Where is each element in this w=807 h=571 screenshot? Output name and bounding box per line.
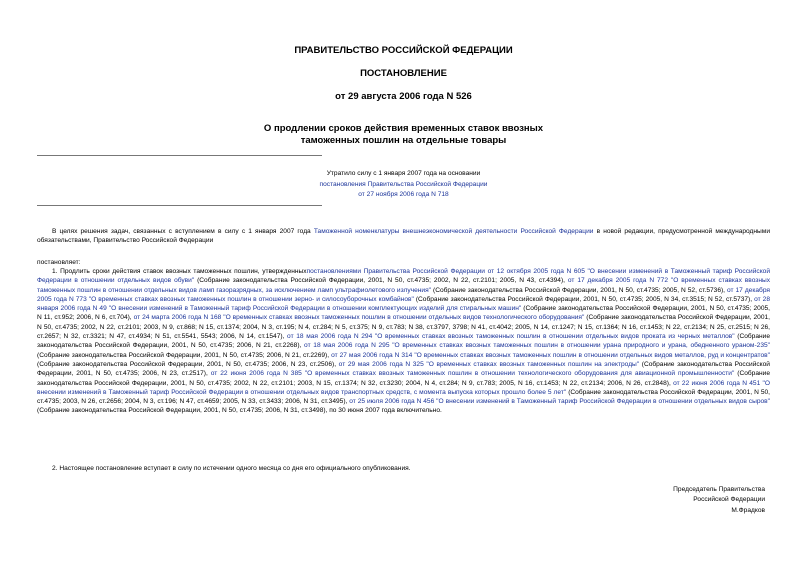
item-1-text-6: (Собрание законодательства Российской Федерации, 2001, N 50, ст.4735; 2006, N 21, ст.2268), xyxy=(37,333,771,350)
item-1-text-10: (Собрание законодательства Российской Федерации, 2001, N 50, ст.4735; 2002, N 22, ст.2101; 2003, N 15, ст.1374; N 32, ст.3230; 2004, N 4, ст.284; N 9, ст.783; 2005, N 16, ст.1453; N 22, ст.2134; 2006, N 26, ст.2848), xyxy=(37,370,770,387)
item-2-paragraph: 2. Настоящее постановление вступает в силу по истечении одного месяца со дня его официального опубликования. xyxy=(52,465,411,472)
item-1-text-0: 1. Продлить сроки действия ставок ввозных таможенных пошлин, утвержденных xyxy=(52,268,307,275)
document-title-line-1: О продлении сроков действия временных ставок ввозных xyxy=(263,123,544,134)
resolution-456-link[interactable]: от 25 июля 2006 года N 456 "О внесении изменений в Таможенный тариф Российской Федерации в отношении отдельных видов сыров" xyxy=(349,398,770,406)
resolution-385-link[interactable]: от 22 июня 2006 года N 385 "О временных ставках ввозных таможенных пошлин в отношении технологического оборудования для авиационной промышленности" xyxy=(210,370,735,378)
item-1-text-4: (Собрание законодательства Российской Федерации, 2001, N 50, ст.4735; 2005, N 11, ст.952; 2006, N 6, ст.704), xyxy=(37,305,770,322)
item-1-text-9: (Собрание законодательства Российской Федерации, 2001, N 50, ст.4735; 2006, N 23, ст.2517), xyxy=(37,360,770,378)
signature-position-line-2: Российской Федерации xyxy=(693,496,765,504)
item-1-text-3: (Собрание законодательства Российской Федерации, 2001, N 50, ст.4735; 2005, N 34, ст.3515; N 52, ст.5737), xyxy=(413,295,755,303)
preamble-paragraph xyxy=(37,227,770,246)
decree-word: постановляет: xyxy=(37,259,81,266)
repeal-note-line-1: Утратило силу с 1 января 2007 года на основании xyxy=(326,170,481,177)
item-1-paragraph xyxy=(37,267,770,416)
item-1-text-11: (Собрание законодательства Российской Федерации, 2001, N 50, ст.4735; 2003, N 26, ст.2656; 2004, N 3, ст.196; N 47, ст.4659; 2005, N 33, ст.3433; 2006, N 31, ст.3495), xyxy=(37,388,770,406)
divider-bottom xyxy=(37,205,322,206)
document-type: ПОСТАНОВЛЕНИЕ xyxy=(360,68,447,79)
signature-block xyxy=(673,485,765,516)
resolution-168-link[interactable]: от 24 марта 2006 года N 168 "О временных ставках ввозных таможенных пошлин в отношении отдельных видов технологического оборудования" xyxy=(133,314,585,322)
resolution-605-link[interactable]: постановлениями Правительства Российской Федерации от 12 октября 2005 года N 605 "О внесении изменений в Таможенный тариф Российской Федерации в отношении отдельных видов обуви" xyxy=(37,268,771,285)
government-heading: ПРАВИТЕЛЬСТВО РОССИЙСКОЙ ФЕДЕРАЦИИ xyxy=(294,45,513,56)
repeal-note-link-line-3[interactable]: от 27 ноября 2006 года N 718 xyxy=(358,191,449,198)
divider-top xyxy=(37,155,322,156)
item-1-text-12: (Собрание законодательства Российской Федерации, 2001, N 50, ст.4735; 2006, N 31, ст.3498), по 30 июня 2007 года включительно. xyxy=(37,407,442,415)
item-1-text-5: (Собрание законодательства Российской Федерации, 2001, N 50, ст.4735; 2002, N 22, ст.2101; 2003, N 9, ст.868; N 15, ст.1374; 2004, N 3, ст.195; N 4, ст.284; N 5, ст.375; N 9, ст.783; N 38, ст.3797, 3798; N 41, ст.4042; 2005, N 14, ст.1247; N 15, ст.1364; N 16, ст.1453; N 22, ст.2134; N 25, ст.2515; N 26, ст.2657; N 32, ст.3321; N 47, ст.4934; N 51, ст.5541, 5543; 2006, N 14, ст.1547), xyxy=(37,314,770,341)
resolution-295-link[interactable]: от 18 мая 2006 года N 295 "О временных ставках ввозных таможенных пошлин в отношении урана природного и урана, обедненного ураном-235" xyxy=(304,342,770,350)
item-1-text-7: (Собрание законодательства Российской Федерации, 2001, N 50, ст.4735; 2006, N 21, ст.2269), xyxy=(37,351,332,359)
signature-position-line-1: Председатель Правительства xyxy=(673,486,765,493)
preamble-text-2: в новой редакции, предусмотренной международными обязательствами, Правительство Российской Федерации xyxy=(37,228,771,245)
preamble-text-1: В целях решения задач, связанных с вступлением в силу с 1 января 2007 года xyxy=(52,228,314,235)
resolution-325-link[interactable]: от 29 мая 2006 года N 325 "О временных ставках ввозных таможенных пошлин на электроды" xyxy=(338,360,640,368)
document-title-line-2: таможенных пошлин на отдельные товары xyxy=(300,135,507,146)
item-1-text-1: (Собрание законодательства Российской Федерации, 2001, N 50, ст.4735; 2002, N 22, ст.2101; 2005, N 43, ст.4394), xyxy=(194,277,568,285)
resolution-294-link[interactable]: от 18 мая 2006 года N 294 "О временных ставках ввозных таможенных пошлин в отношении отдельных видов проката из черных металлов" xyxy=(287,333,735,341)
repeal-note-link-line-2[interactable]: постановления Правительства Российской Федерации xyxy=(319,181,488,188)
resolution-314-link[interactable]: от 27 мая 2006 года N 314 "О временных ставках ввозных таможенных пошлин в отношении отдельных видов металлов, руд и концентратов" xyxy=(331,351,770,359)
resolution-772-link[interactable]: от 17 декабря 2005 года N 772 "О временных ставках ввозных таможенных пошлин в отношении отдельных видов ламп газоразрядных, за исключением ламп ультрафиолетового излучения" xyxy=(37,277,770,294)
signature-name: М.Фрадков xyxy=(731,506,765,514)
item-1-text-8: (Собрание законодательства Российской Федерации, 2001, N 50, ст.4735; 2006, N 23, ст.2506), xyxy=(37,360,339,368)
resolution-451-link[interactable]: от 22 июня 2006 года N 451 "О внесении изменений в Таможенный тариф Российской Федерации в отношении отдельных видов транспортных средств, с момента выпуска которых прошло более 5 лет" xyxy=(37,379,770,396)
resolution-49-link[interactable]: от 28 января 2006 года N 49 "О внесении изменений в Таможенный тариф Российской Федерации в отношении комплектующих изделий для стиральных машин" xyxy=(37,295,770,313)
customs-nomenclature-link[interactable]: Таможенной номенклатуры внешнеэкономической деятельности Российской Федерации xyxy=(313,228,594,235)
document-date: от 29 августа 2006 года N 526 xyxy=(335,91,472,102)
resolution-773-link[interactable]: от 17 декабря 2005 года N 773 "О временных ставках ввозных таможенных пошлин в отношении зерно- и силосоуборочных комбайнов" xyxy=(37,286,770,303)
item-1-text-2: (Собрание законодательства Российской Федерации, 2001, N 50, ст.4735; 2005, N 52, ст.5736), xyxy=(431,286,727,294)
